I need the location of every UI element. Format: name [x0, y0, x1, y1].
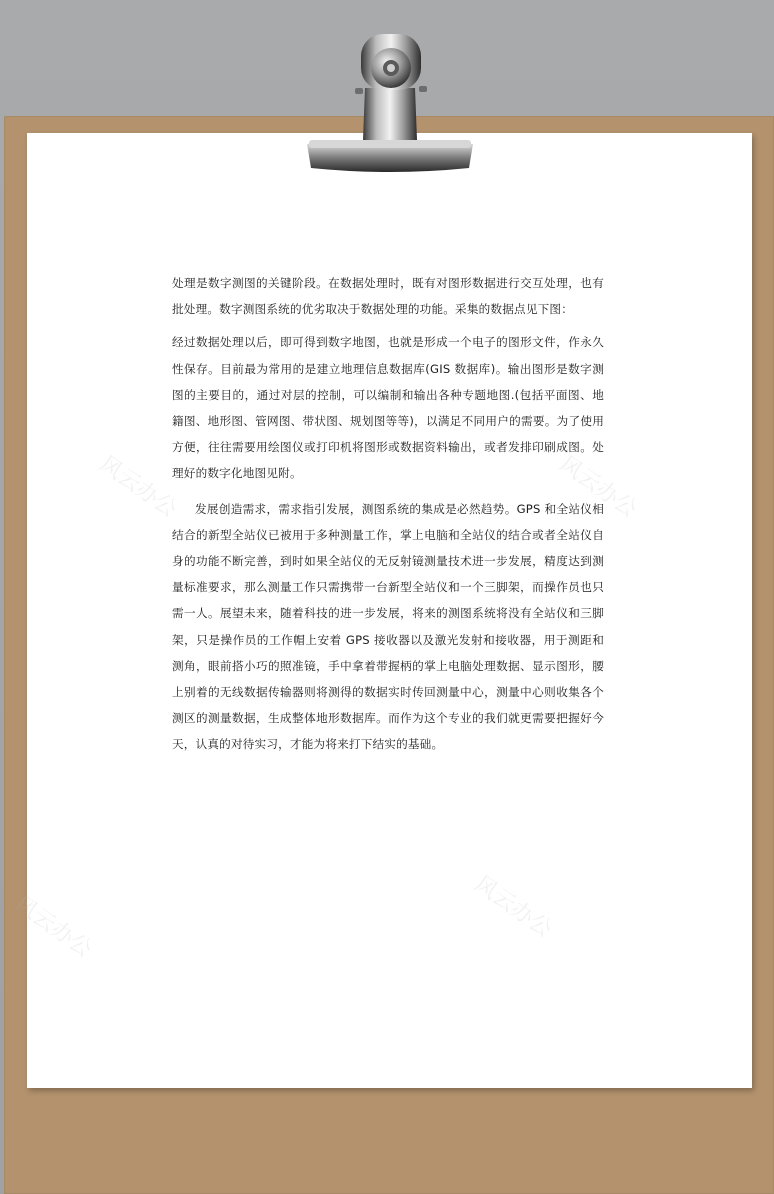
- binder-clip-icon: [305, 28, 475, 176]
- paragraph: 经过数据处理以后，即可得到数字地图，也就是形成一个电子的图形文件，作永久性保存。目前最为常用的是建立地理信息数据库(GIS 数据库)。输出图形是数字测图的主要目的，通过对层的控制，可以编制和输出各种专题地图.(包括平面图、地籍图、地形图、管网图、带状图、规划图等等)，以满足不同用户的需要。为了使用方便，往往需要用绘图仪或打印机将图形或数据资料输出，或者发排印刷成图。处理好的数字化地图见附。: [172, 335, 604, 481]
- paragraph: 发展创造需求，需求指引发展，测图系统的集成是必然趋势。GPS 和全站仪相结合的新型全站仪已被用于多种测量工作，掌上电脑和全站仪的结合或者全站仪自身的功能不断完善，到时如果全站仪的无反射镜测量技术进一步发展，精度达到测量标准要求，那么测量工作只需携带一台新型全站仪和一个三脚架，而操作员也只需一人。展望未来，随着科技的进一步发展，将来的测图系统将没有全站仪和三脚架，只是操作员的工作帽上安着 GPS 接收器以及激光发射和接收器，用于测距和测角，眼前搭小巧的照准镜，手中拿着带握柄的掌上电脑处理数据、显示图形，腰上别着的无线数据传输器则将测得的数据实时传回测量中心，测量中心则收集各个测区的测量数据，生成整体地形数据库。而作为这个专业的我们就更需要把握好今天，认真的对待实习，才能为将来打下结实的基础。: [172, 501, 604, 752]
- document-body: [172, 270, 604, 758]
- paragraph: 处理是数字测图的关键阶段。在数据处理时，既有对图形数据进行交互处理，也有批处理。数字测图系统的优劣取决于数据处理的功能。采集的数据点见下图：: [172, 276, 604, 317]
